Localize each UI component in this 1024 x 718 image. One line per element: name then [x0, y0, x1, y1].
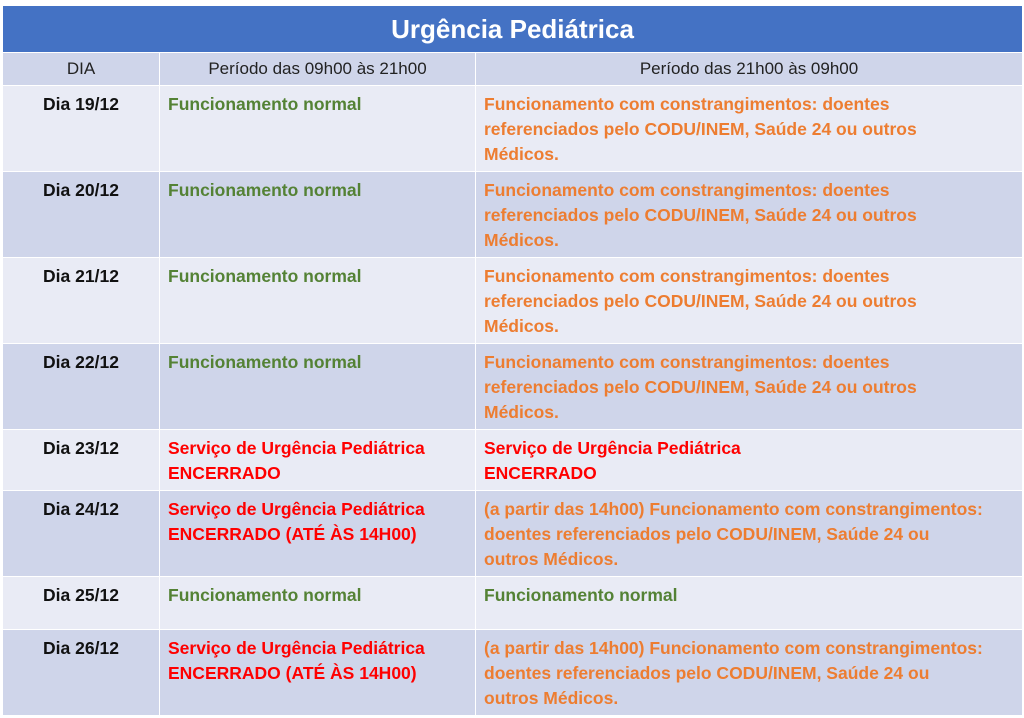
table-row	[3, 630, 1023, 716]
day-period-cell	[160, 258, 476, 344]
cell-line: doentes referenciados pelo CODU/INEM, Saúde 24 ou	[484, 663, 930, 683]
cell-line: (a partir das 14h00) Funcionamento com constrangimentos:	[484, 499, 983, 519]
day-cell: Dia 25/12	[3, 577, 160, 630]
day-cell: Dia 22/12	[3, 344, 160, 430]
header-row	[3, 53, 1023, 86]
cell-line: Médicos.	[484, 402, 559, 422]
cell-line: ENCERRADO (ATÉ ÀS 14H00)	[168, 663, 417, 683]
cell-line: Serviço de Urgência Pediátrica	[168, 499, 425, 519]
cell-line: referenciados pelo CODU/INEM, Saúde 24 ou outros	[484, 291, 917, 311]
night-period-cell	[476, 344, 1023, 430]
cell-line: Funcionamento normal	[484, 585, 678, 605]
day-cell: Dia 19/12	[3, 86, 160, 172]
cell-line: Médicos.	[484, 316, 559, 336]
cell-line: referenciados pelo CODU/INEM, Saúde 24 ou outros	[484, 205, 917, 225]
day-cell: Dia 20/12	[3, 172, 160, 258]
night-period-cell	[476, 630, 1023, 716]
header-day: DIA	[3, 53, 160, 86]
table-row	[3, 172, 1023, 258]
cell-line: outros Médicos.	[484, 549, 619, 569]
cell-line: Funcionamento normal	[168, 266, 362, 286]
schedule-container	[2, 5, 1022, 716]
cell-line: Serviço de Urgência Pediátrica	[168, 438, 425, 458]
table-row	[3, 491, 1023, 577]
day-cell: Dia 21/12	[3, 258, 160, 344]
cell-line: Funcionamento normal	[168, 180, 362, 200]
cell-line: ENCERRADO (ATÉ ÀS 14H00)	[168, 524, 417, 544]
cell-line: referenciados pelo CODU/INEM, Saúde 24 ou outros	[484, 119, 917, 139]
night-period-cell	[476, 577, 1023, 630]
table-row	[3, 86, 1023, 172]
cell-line: Funcionamento com constrangimentos: doentes	[484, 180, 890, 200]
cell-line: Funcionamento normal	[168, 352, 362, 372]
cell-line: Serviço de Urgência Pediátrica	[484, 438, 741, 458]
cell-line: Funcionamento normal	[168, 94, 362, 114]
night-period-cell	[476, 430, 1023, 491]
cell-line: Médicos.	[484, 230, 559, 250]
day-cell: Dia 23/12	[3, 430, 160, 491]
title-row	[3, 6, 1023, 53]
day-period-cell	[160, 630, 476, 716]
day-period-cell	[160, 86, 476, 172]
cell-line: outros Médicos.	[484, 688, 619, 708]
table-row	[3, 430, 1023, 491]
cell-line: ENCERRADO	[484, 463, 597, 483]
table-title: Urgência Pediátrica	[3, 6, 1023, 53]
table-row	[3, 258, 1023, 344]
day-period-cell	[160, 577, 476, 630]
cell-line: Médicos.	[484, 144, 559, 164]
cell-line: ENCERRADO	[168, 463, 281, 483]
cell-line: Funcionamento com constrangimentos: doentes	[484, 94, 890, 114]
day-period-cell	[160, 172, 476, 258]
day-period-cell	[160, 430, 476, 491]
day-cell: Dia 26/12	[3, 630, 160, 716]
schedule-table	[2, 5, 1023, 716]
day-period-cell	[160, 344, 476, 430]
header-night-period: Período das 21h00 às 09h00	[476, 53, 1023, 86]
cell-line: Funcionamento com constrangimentos: doentes	[484, 266, 890, 286]
night-period-cell	[476, 258, 1023, 344]
cell-line: Funcionamento com constrangimentos: doentes	[484, 352, 890, 372]
night-period-cell	[476, 491, 1023, 577]
cell-line: Serviço de Urgência Pediátrica	[168, 638, 425, 658]
header-day-period: Período das 09h00 às 21h00	[160, 53, 476, 86]
table-row	[3, 577, 1023, 630]
night-period-cell	[476, 172, 1023, 258]
day-cell: Dia 24/12	[3, 491, 160, 577]
cell-line: Funcionamento normal	[168, 585, 362, 605]
night-period-cell	[476, 86, 1023, 172]
cell-line: referenciados pelo CODU/INEM, Saúde 24 ou outros	[484, 377, 917, 397]
cell-line: doentes referenciados pelo CODU/INEM, Saúde 24 ou	[484, 524, 930, 544]
cell-line: (a partir das 14h00) Funcionamento com constrangimentos:	[484, 638, 983, 658]
day-period-cell	[160, 491, 476, 577]
table-row	[3, 344, 1023, 430]
